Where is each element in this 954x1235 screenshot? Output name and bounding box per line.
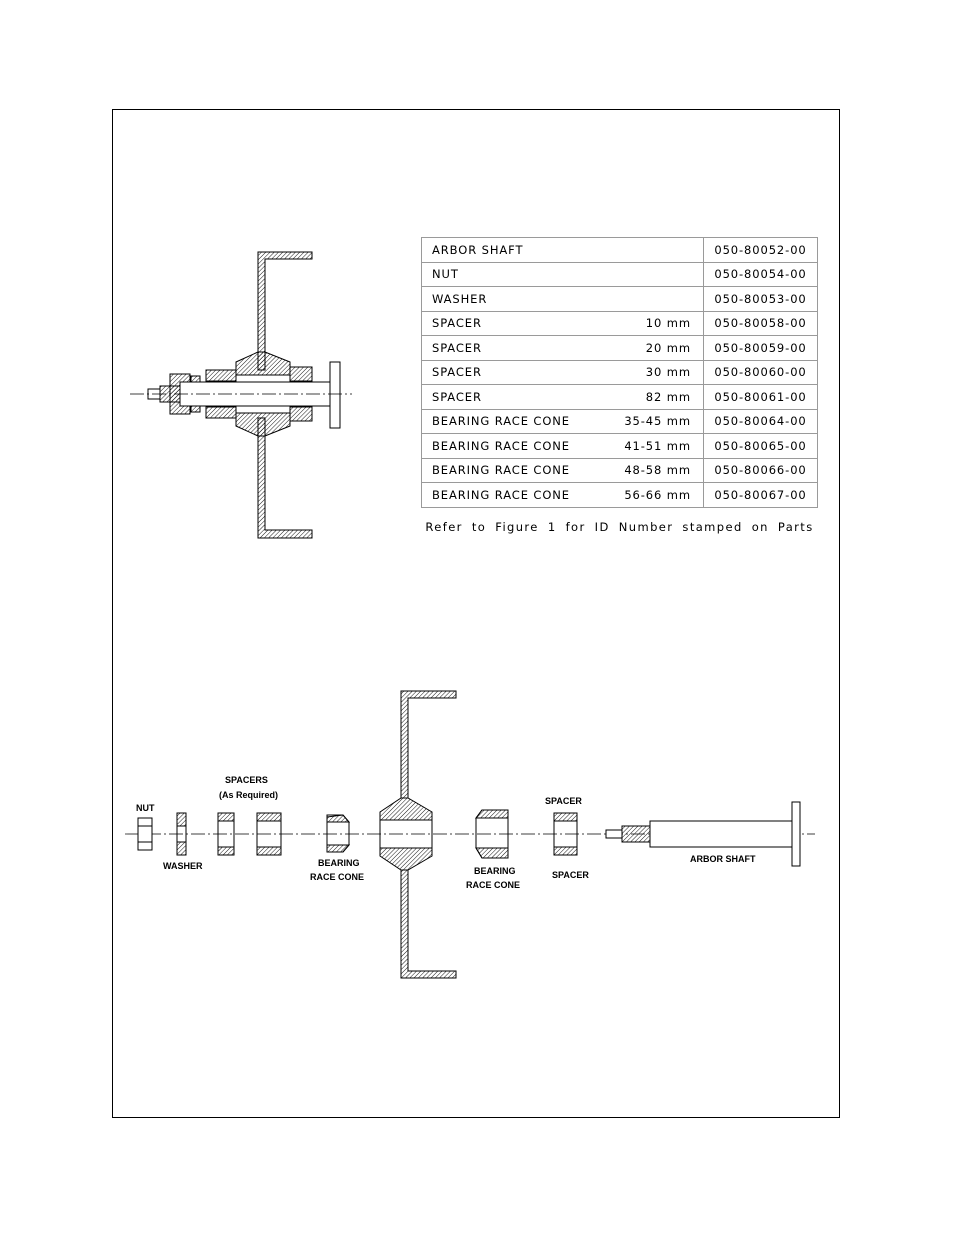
- part-size: 56-66 mm: [624, 487, 691, 502]
- label-bearing-right-2: RACE CONE: [466, 880, 521, 890]
- part-number: 050-80052-00: [704, 238, 818, 263]
- part-size: 20 mm: [645, 340, 691, 355]
- part-description: SPACER: [432, 340, 482, 355]
- part-description: WASHER: [432, 291, 488, 306]
- part-number: 050-80066-00: [704, 458, 818, 483]
- part-description-cell: [422, 336, 704, 361]
- part-size: 10 mm: [645, 316, 691, 331]
- label-spacer-bottom: SPACER: [552, 870, 589, 880]
- label-spacers: SPACERS: [225, 775, 268, 785]
- part-description-cell: [422, 262, 704, 287]
- cone-lower: [206, 407, 236, 418]
- parts-table-row: [422, 409, 818, 434]
- spacer-lower: [290, 407, 312, 421]
- label-washer: WASHER: [163, 861, 203, 871]
- exploded-view: [125, 691, 815, 978]
- part-size: 30 mm: [645, 365, 691, 380]
- label-bearing-right-1: BEARING: [474, 866, 516, 876]
- part-size: 48-58 mm: [624, 463, 691, 478]
- part-description: NUT: [432, 267, 459, 282]
- part-description-cell: [422, 238, 704, 263]
- part-description: SPACER: [432, 365, 482, 380]
- part-description: SPACER: [432, 316, 482, 331]
- part-size: 41-51 mm: [624, 438, 691, 453]
- parts-table-row: [422, 360, 818, 385]
- parts-table-row: [422, 458, 818, 483]
- cone-upper: [206, 370, 236, 381]
- part-description: BEARING RACE CONE: [432, 487, 570, 502]
- parts-table-row: [422, 385, 818, 410]
- label-nut: NUT: [136, 803, 155, 813]
- label-bearing-left-2: RACE CONE: [310, 872, 365, 882]
- parts-table-row: [422, 238, 818, 263]
- arbor-flange: [330, 362, 340, 428]
- label-spacers-note: (As Required): [219, 790, 279, 800]
- wheel-drum: [380, 691, 456, 978]
- part-description-cell: [422, 287, 704, 312]
- part-number: 050-80059-00: [704, 336, 818, 361]
- bearing-cone-left: [327, 815, 349, 852]
- label-arbor-shaft: ARBOR SHAFT: [690, 854, 756, 864]
- parts-table-row: [422, 336, 818, 361]
- part-number: 050-80054-00: [704, 262, 818, 287]
- part-size: 35-45 mm: [624, 414, 691, 429]
- part-size: 82 mm: [645, 389, 691, 404]
- nut-part: [138, 818, 152, 850]
- table-note: Refer to Figure 1 for ID Number stamped on Parts: [425, 520, 814, 534]
- part-number: 050-80053-00: [704, 287, 818, 312]
- part-description: BEARING RACE CONE: [432, 414, 570, 429]
- part-number: 050-80058-00: [704, 311, 818, 336]
- part-description-cell: [422, 434, 704, 459]
- part-description: BEARING RACE CONE: [432, 438, 570, 453]
- part-description-cell: [422, 458, 704, 483]
- part-description-cell: [422, 409, 704, 434]
- hub-lower: [236, 413, 290, 436]
- part-description-cell: [422, 360, 704, 385]
- label-bearing-left-1: BEARING: [318, 858, 360, 868]
- parts-table-row: [422, 262, 818, 287]
- label-spacer-top: SPACER: [545, 796, 582, 806]
- hub-upper: [236, 352, 290, 375]
- part-description: SPACER: [432, 389, 482, 404]
- part-description-cell: [422, 483, 704, 508]
- part-number: 050-80060-00: [704, 360, 818, 385]
- part-description-cell: [422, 385, 704, 410]
- part-number: 050-80064-00: [704, 409, 818, 434]
- part-description-cell: [422, 311, 704, 336]
- part-number: 050-80065-00: [704, 434, 818, 459]
- parts-table-body: [422, 238, 818, 508]
- part-number: 050-80061-00: [704, 385, 818, 410]
- spacer-upper: [290, 367, 312, 381]
- parts-table: [421, 237, 818, 508]
- parts-table-row: [422, 434, 818, 459]
- parts-table-row: [422, 483, 818, 508]
- assembled-view: [130, 252, 352, 538]
- parts-table-row: [422, 287, 818, 312]
- part-description: BEARING RACE CONE: [432, 463, 570, 478]
- parts-table-row: [422, 311, 818, 336]
- part-number: 050-80067-00: [704, 483, 818, 508]
- part-description: ARBOR SHAFT: [432, 242, 524, 257]
